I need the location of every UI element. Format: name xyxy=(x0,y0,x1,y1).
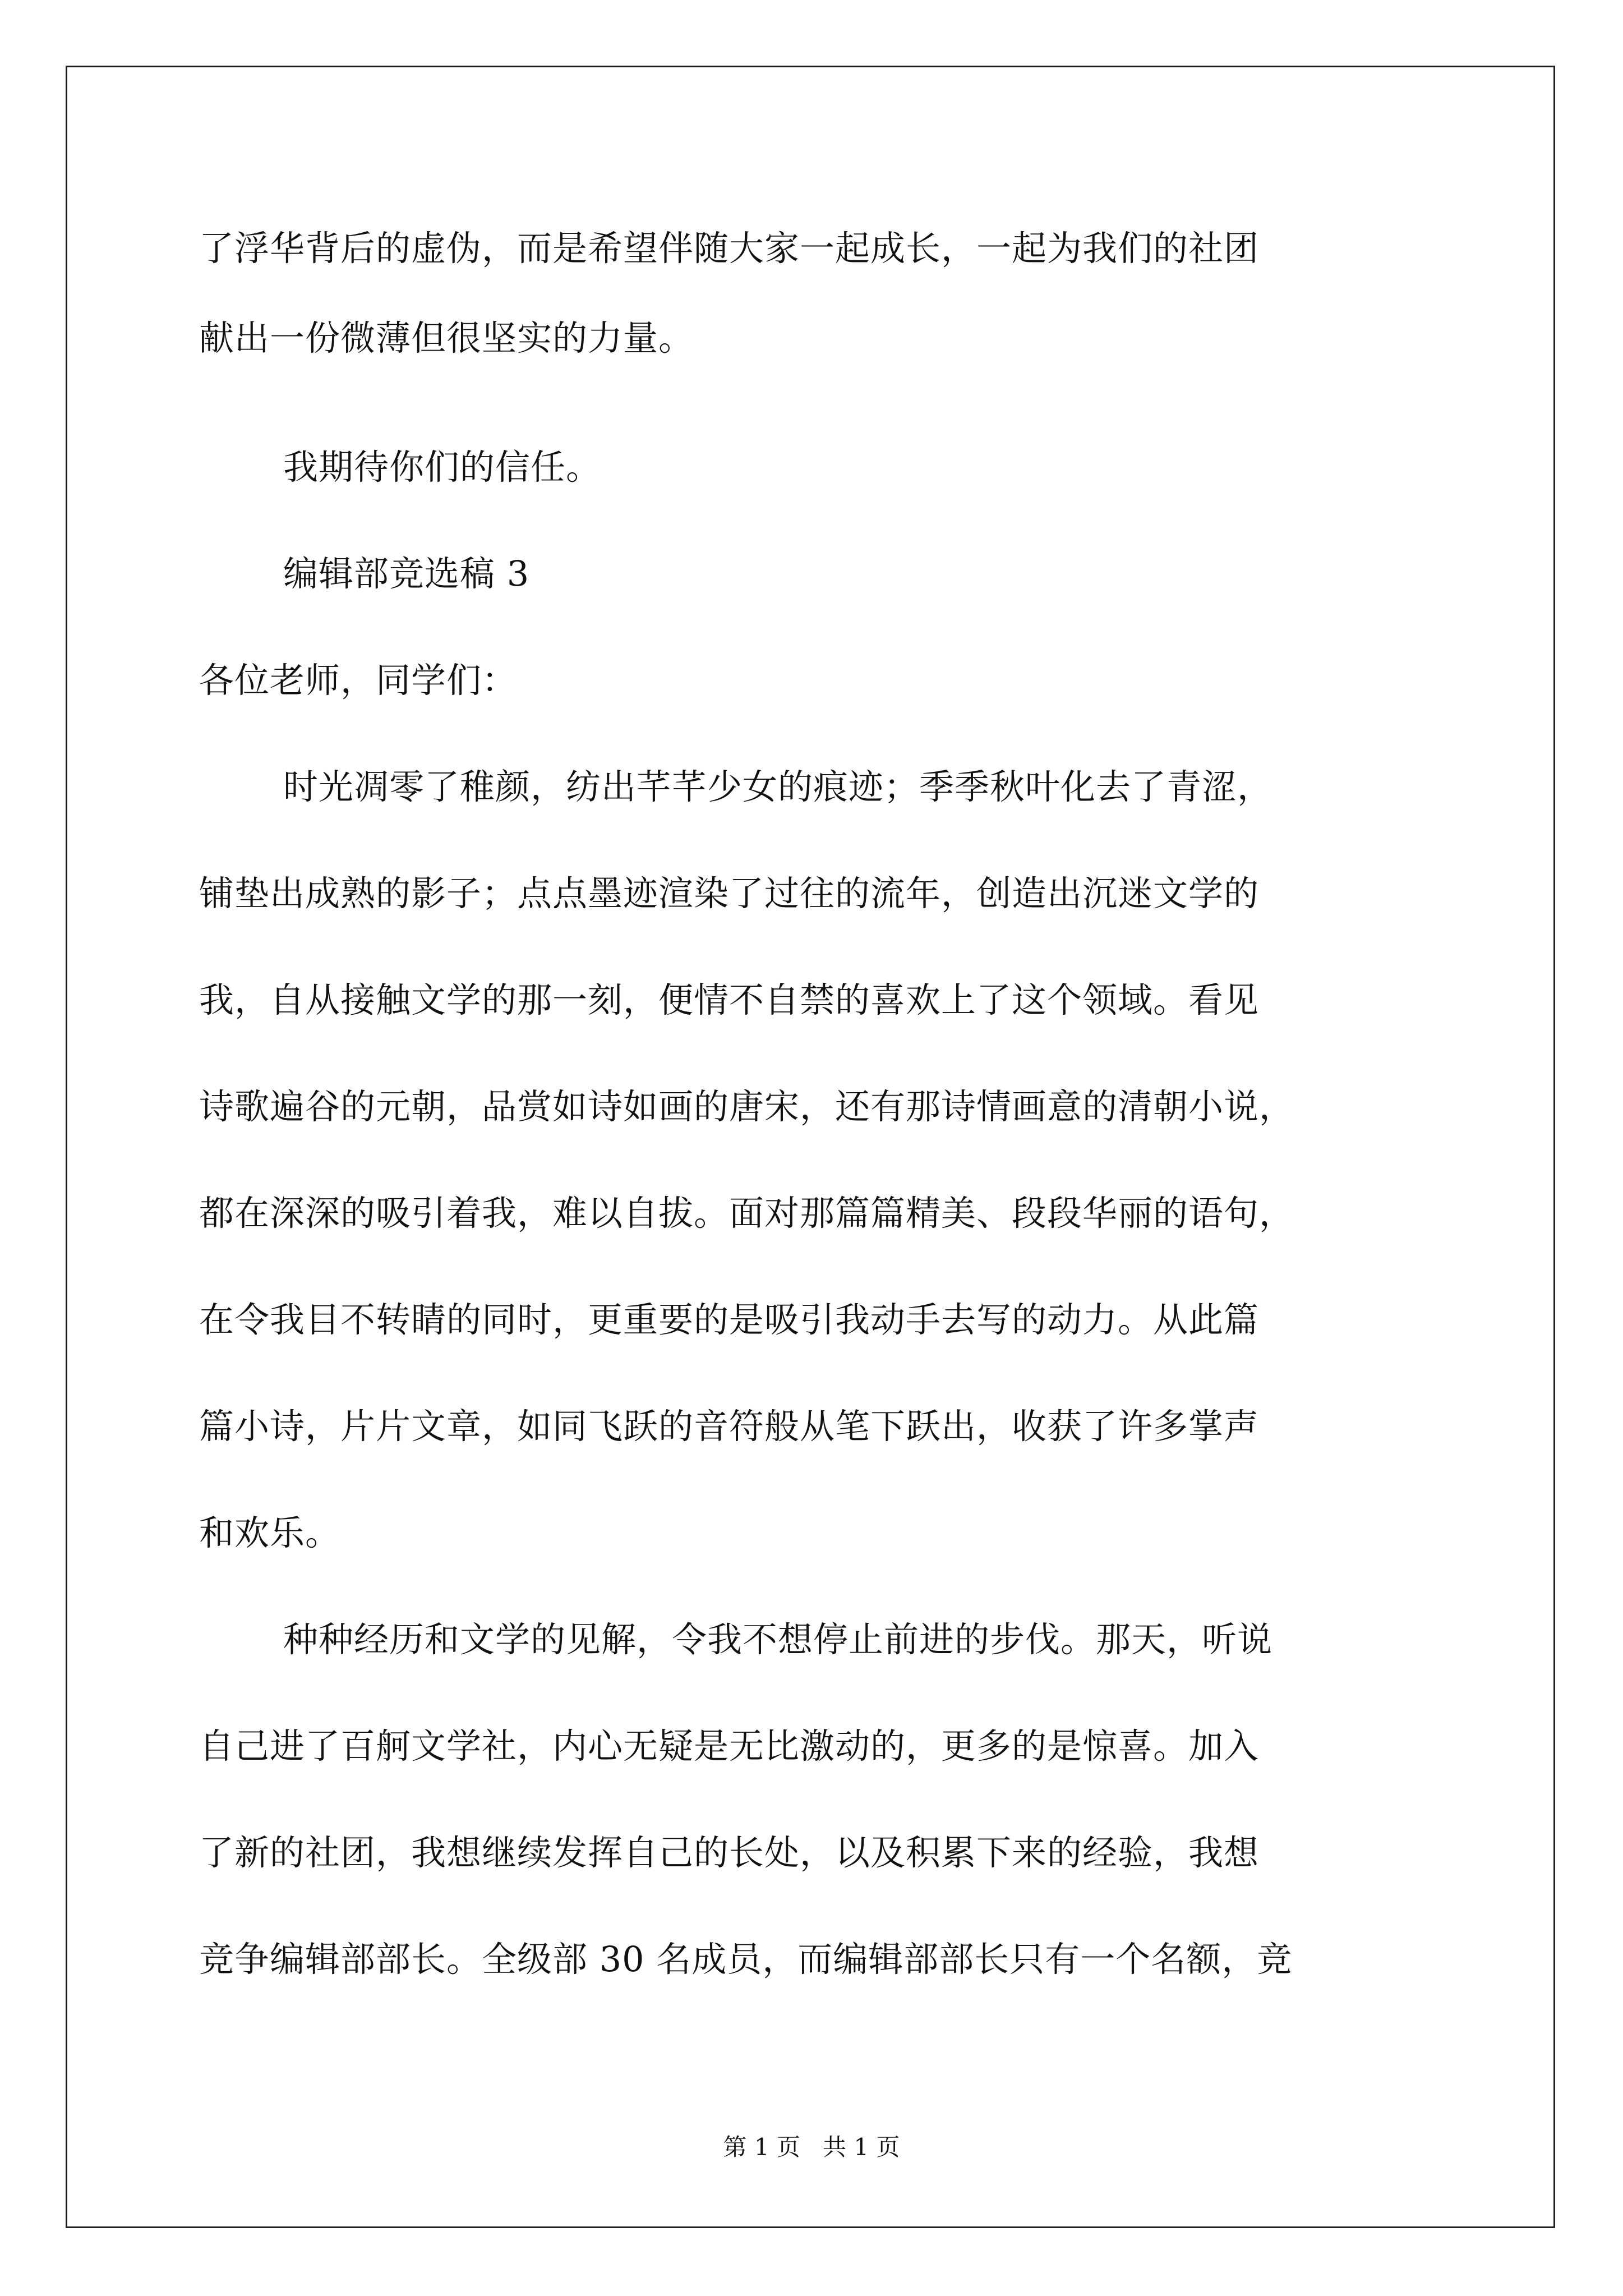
body-line-15: 自己进了百舸文学社，内心无疑是无比激动的，更多的是惊喜。加入 xyxy=(199,1726,1260,1766)
body-line-14: 种种经历和文学的见解，令我不想停止前进的步伐。那天，听说 xyxy=(283,1619,1273,1660)
body-line-11: 在令我目不转睛的同时，更重要的是吸引我动手去写的动力。从此篇 xyxy=(199,1299,1260,1340)
body-line-6: 时光凋零了稚颜，纺出芊芊少女的痕迹；季季秋叶化去了青涩， xyxy=(283,766,1273,807)
body-line-1: 了浮华背后的虚伪，而是希望伴随大家一起成长，一起为我们的社团 xyxy=(199,228,1260,269)
body-line-12: 篇小诗，片片文章，如同飞跃的音符般从笔下跃出，收获了许多掌声 xyxy=(199,1406,1260,1447)
body-line-17: 竞争编辑部部长。全级部 30 名成员，而编辑部部长只有一个名额，竞 xyxy=(199,1939,1293,1980)
body-line-16: 了新的社团，我想继续发挥自己的长处，以及积累下来的经验，我想 xyxy=(199,1832,1260,1873)
body-line-2: 献出一份微薄但很坚实的力量。 xyxy=(199,318,694,358)
section-heading: 编辑部竞选稿 3 xyxy=(283,553,530,594)
salutation: 各位老师，同学们： xyxy=(199,660,518,701)
body-line-3: 我期待你们的信任。 xyxy=(283,447,602,487)
body-line-13: 和欢乐。 xyxy=(199,1512,341,1553)
body-line-8: 我，自从接触文学的那一刻，便情不自禁的喜欢上了这个领域。看见 xyxy=(199,979,1260,1020)
body-line-9: 诗歌遍谷的元朝，品赏如诗如画的唐宋，还有那诗情画意的清朝小说， xyxy=(199,1086,1295,1127)
body-line-7: 铺垫出成熟的影子；点点墨迹渲染了过往的流年，创造出沉迷文学的 xyxy=(199,873,1260,914)
page-number-footer: 第 1 页 共 1 页 xyxy=(723,2133,900,2161)
page-border xyxy=(66,66,1555,2228)
body-line-10: 都在深深的吸引着我，难以自拔。面对那篇篇精美、段段华丽的语句， xyxy=(199,1193,1295,1234)
